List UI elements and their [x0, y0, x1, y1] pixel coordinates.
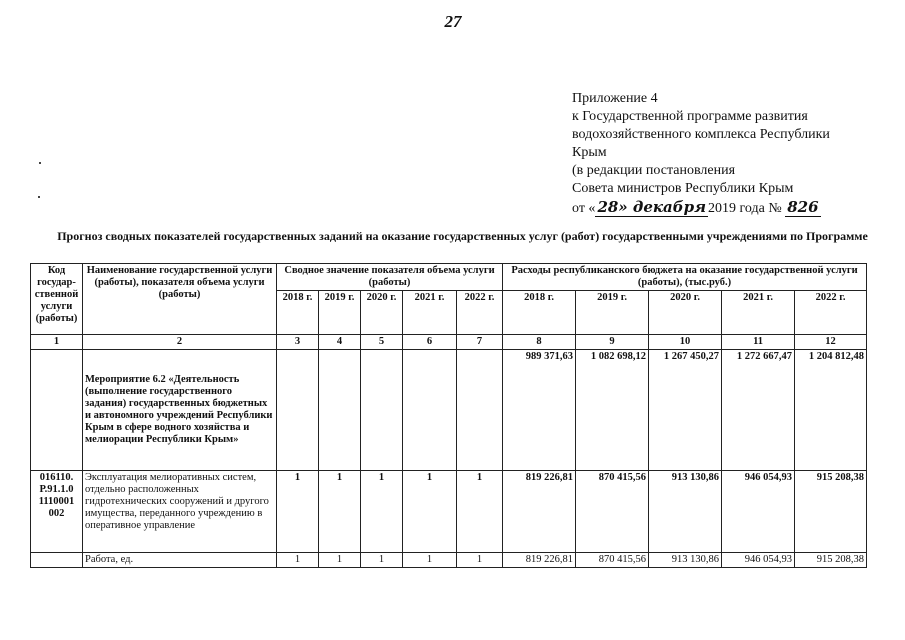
scan-speck	[38, 196, 40, 198]
appendix-line: Совета министров Республики Крым	[572, 181, 794, 196]
row-budget: 915 208,38	[795, 553, 867, 568]
row-volume	[277, 350, 319, 471]
table-row	[31, 553, 867, 568]
header-year: 2022 г.	[795, 291, 867, 335]
scan-speck	[39, 162, 41, 164]
row-volume: 1	[361, 471, 403, 553]
column-number: 12	[795, 335, 867, 350]
header-budget-group: Расходы республиканского бюджета на оказание государственной услуги (работы), (тыс.руб.)	[503, 264, 867, 291]
handwritten-number: 826	[787, 198, 819, 216]
table-row	[31, 471, 867, 553]
row-code	[31, 553, 83, 568]
row-volume	[457, 350, 503, 471]
row-volume: 1	[319, 471, 361, 553]
appendix-line: (в редакции постановления	[572, 163, 736, 178]
column-number: 2	[83, 335, 277, 350]
row-budget: 946 054,93	[722, 553, 795, 568]
header-year: 2020 г.	[361, 291, 403, 335]
header-year: 2018 г.	[503, 291, 576, 335]
row-budget: 819 226,81	[503, 553, 576, 568]
row-volume: 1	[277, 471, 319, 553]
row-budget: 870 415,56	[576, 471, 649, 553]
row-budget: 1 267 450,27	[649, 350, 722, 471]
header-year: 2018 г.	[277, 291, 319, 335]
page-number: 27	[444, 12, 462, 31]
row-volume: 1	[403, 553, 457, 568]
appendix-line: Приложение 4	[572, 91, 658, 106]
header-volume-group: Сводное значение показателя объема услуги (работы)	[277, 264, 503, 291]
row-budget: 915 208,38	[795, 471, 867, 553]
appendix-date-line	[572, 198, 892, 218]
date-suffix: 2019 года №	[708, 201, 782, 216]
column-number: 7	[457, 335, 503, 350]
row-budget: 913 130,86	[649, 553, 722, 568]
column-number: 10	[649, 335, 722, 350]
header-code: Код государ-ственной услуги (работы)	[31, 264, 83, 335]
appendix-line: к Государственной программе развития	[572, 109, 808, 124]
row-budget: 946 054,93	[722, 471, 795, 553]
column-number: 4	[319, 335, 361, 350]
table-row	[31, 350, 867, 471]
header-year: 2019 г.	[576, 291, 649, 335]
row-volume	[361, 350, 403, 471]
header-year: 2022 г.	[457, 291, 503, 335]
column-number: 11	[722, 335, 795, 350]
row-volume: 1	[403, 471, 457, 553]
row-budget: 819 226,81	[503, 471, 576, 553]
row-budget: 870 415,56	[576, 553, 649, 568]
row-budget: 989 371,63	[503, 350, 576, 471]
column-number: 6	[403, 335, 457, 350]
row-budget: 1 204 812,48	[795, 350, 867, 471]
column-number: 9	[576, 335, 649, 350]
row-volume: 1	[277, 553, 319, 568]
column-number-row	[31, 335, 867, 350]
column-number: 5	[361, 335, 403, 350]
row-volume: 1	[361, 553, 403, 568]
header-year: 2019 г.	[319, 291, 361, 335]
row-code: 016110. Р.91.1.0 1110001 002	[31, 471, 83, 553]
date-prefix: от «	[572, 201, 596, 216]
row-code	[31, 350, 83, 471]
document-title: Прогноз сводных показателей государственных заданий на оказание государственных услуг (работ) государственными учреждениями по Программе	[57, 229, 868, 243]
row-name: Работа, ед.	[83, 553, 277, 568]
column-number: 8	[503, 335, 576, 350]
header-row-1	[31, 264, 867, 291]
column-number: 3	[277, 335, 319, 350]
header-year: 2021 г.	[722, 291, 795, 335]
appendix-line: Крым	[572, 145, 607, 160]
row-budget: 913 130,86	[649, 471, 722, 553]
row-volume: 1	[319, 553, 361, 568]
row-budget: 1 082 698,12	[576, 350, 649, 471]
forecast-table	[30, 263, 867, 568]
header-name: Наименование государственной услуги (работы), показателя объема услуги (работы)	[83, 264, 277, 335]
header-year: 2021 г.	[403, 291, 457, 335]
column-number: 1	[31, 335, 83, 350]
appendix-line: водохозяйственного комплекса Республики	[572, 127, 830, 142]
row-name: Мероприятие 6.2 «Деятельность (выполнение государственного задания) государственных бюджетных и автономного учреждений Республики Крым в сфере водного хозяйства и мелиорации Республики Крым»	[83, 350, 277, 471]
row-volume: 1	[457, 553, 503, 568]
row-budget: 1 272 667,47	[722, 350, 795, 471]
row-volume	[319, 350, 361, 471]
handwritten-date: 28» декабря	[597, 198, 707, 216]
header-year: 2020 г.	[649, 291, 722, 335]
row-volume	[403, 350, 457, 471]
appendix-block	[572, 90, 892, 218]
row-name: Эксплуатация мелиоративных систем, отдельно расположенных гидротехнических сооружений и другого имущества, переданного учреждению в оперативное управление	[83, 471, 277, 553]
row-volume: 1	[457, 471, 503, 553]
